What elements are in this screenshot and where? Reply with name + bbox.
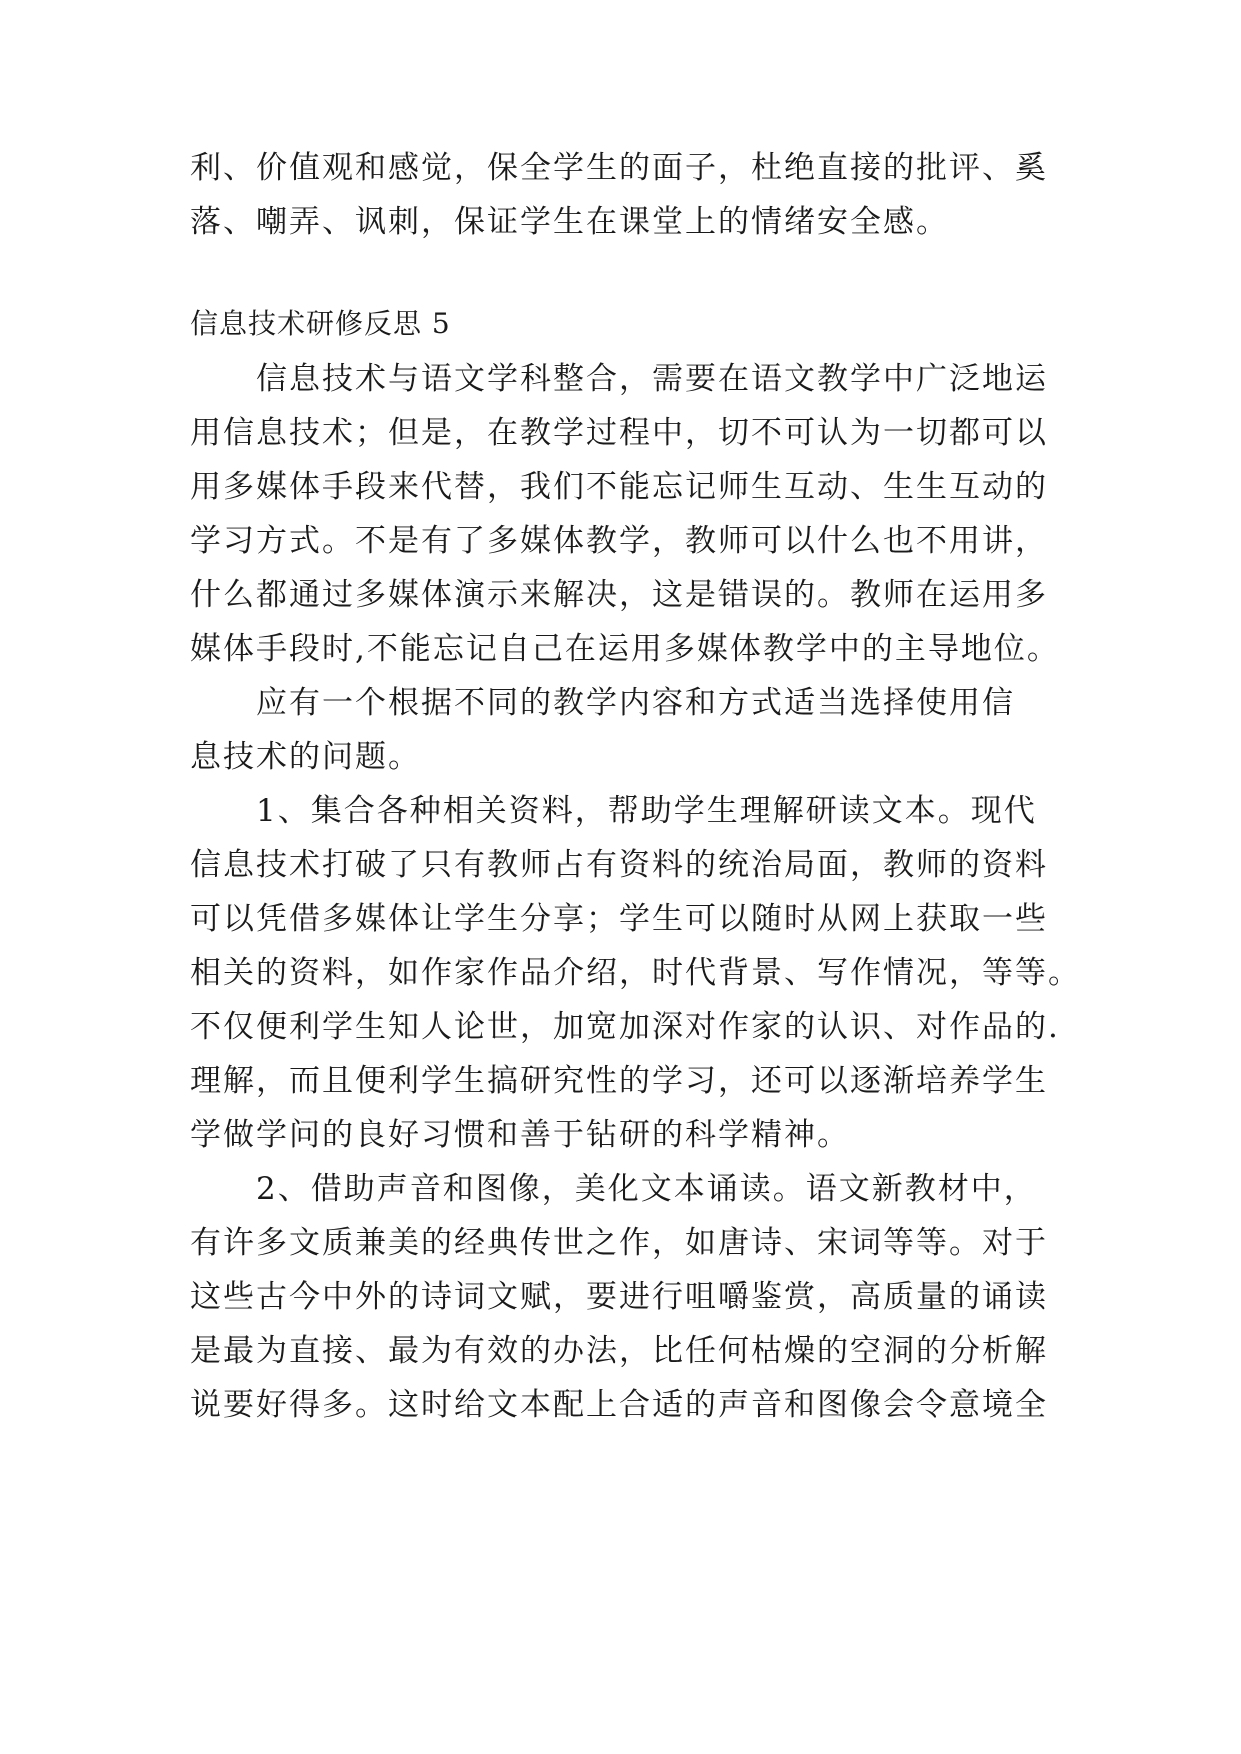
body-line: 有许多文质兼美的经典传世之作，如唐诗、宋词等等。对于 — [190, 1225, 1048, 1261]
body-line: 是最为直接、最为有效的办法，比任何枯燥的空洞的分析解 — [190, 1333, 1048, 1369]
body-line: 什么都通过多媒体演示来解决，这是错误的。教师在运用多 — [190, 577, 1048, 613]
body-line: 相关的资料，如作家作品介绍，时代背景、写作情况，等等。 — [190, 955, 1081, 991]
body-line: 用多媒体手段来代替，我们不能忘记师生互动、生生互动的 — [190, 469, 1048, 505]
body-line: 应有一个根据不同的教学内容和方式适当选择使用信 — [190, 685, 1015, 721]
body-line: 用信息技术；但是，在教学过程中，切不可认为一切都可以 — [190, 415, 1048, 451]
body-line: 1、集合各种相关资料，帮助学生理解研读文本。现代 — [190, 793, 1037, 829]
body-line: 理解，而且便利学生搞研究性的学习，还可以逐渐培养学生 — [190, 1063, 1048, 1099]
body-line: 说要好得多。这时给文本配上合适的声音和图像会令意境全 — [190, 1387, 1048, 1423]
continuation-line-2: 落、嘲弄、讽刺，保证学生在课堂上的情绪安全感。 — [190, 204, 949, 240]
body-line: 息技术的问题。 — [190, 739, 421, 775]
body-line: 学做学问的良好习惯和善于钻研的科学精神。 — [190, 1117, 850, 1153]
body-line: 2、借助声音和图像，美化文本诵读。语文新教材中， — [190, 1171, 1037, 1207]
continuation-line-1: 利、价值观和感觉，保全学生的面子，杜绝直接的批评、奚 — [190, 150, 1048, 186]
body-line: 不仅便利学生知人论世，加宽加深对作家的认识、对作品的. — [190, 1009, 1060, 1045]
body-line: 可以凭借多媒体让学生分享；学生可以随时从网上获取一些 — [190, 901, 1048, 937]
body-line: 这些古今中外的诗词文赋，要进行咀嚼鉴赏，高质量的诵读 — [190, 1279, 1048, 1315]
body-line: 媒体手段时,不能忘记自己在运用多媒体教学中的主导地位。 — [190, 631, 1060, 667]
body-line: 信息技术打破了只有教师占有资料的统治局面，教师的资料 — [190, 847, 1048, 883]
body-line: 信息技术与语文学科整合，需要在语文教学中广泛地运 — [190, 361, 1048, 397]
body-line: 学习方式。不是有了多媒体教学，教师可以什么也不用讲， — [190, 523, 1048, 559]
section-title: 信息技术研修反思 5 — [190, 307, 451, 340]
